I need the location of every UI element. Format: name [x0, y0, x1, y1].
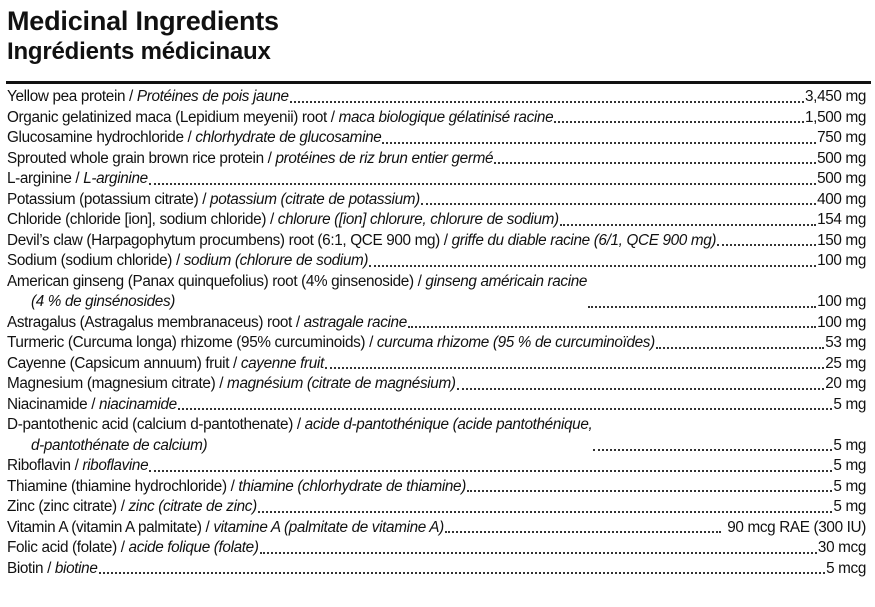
ingredient-amount: 5 mcg: [826, 559, 866, 577]
ingredient-amount: 500 mg: [817, 149, 866, 167]
ingredient-amount: 5 mg: [833, 498, 866, 515]
ingredient-english-name: Biotin: [7, 559, 44, 577]
ingredient-french-name: ginseng américain racine: [425, 272, 588, 290]
ingredient-english-name: Glucosamine hydrochloride: [7, 129, 184, 146]
ingredient-amount: 30 mcg: [817, 539, 866, 556]
ingredient-name: [7, 169, 148, 190]
dot-leader: [260, 552, 817, 554]
language-separator: /: [365, 334, 377, 351]
dot-leader: [560, 224, 816, 226]
language-separator: /: [215, 375, 228, 392]
ingredient-french-name: thiamine (chlorhydrate de thiamine): [238, 477, 466, 495]
language-separator: /: [291, 313, 304, 331]
ingredient-row: [7, 374, 866, 395]
language-separator: /: [326, 108, 339, 126]
ingredient-amount: 5 mg: [833, 395, 866, 413]
ingredient-name: [7, 518, 444, 539]
ingredient-amount: 5 mg: [833, 436, 866, 454]
ingredient-french-name-continued: d-pantothénate de calcium): [31, 436, 208, 454]
ingredient-amount: 53 mg: [825, 334, 866, 351]
ingredient-name: [7, 456, 148, 477]
dot-leader: [554, 121, 804, 123]
language-separator: /: [201, 518, 214, 536]
language-separator: /: [292, 416, 305, 433]
title-english: Medicinal Ingredients: [7, 6, 279, 36]
ingredient-row: [7, 231, 866, 252]
ingredient-row: [7, 456, 866, 477]
dot-leader: [467, 490, 832, 492]
ingredient-english-name: Turmeric (Curcuma longa) rhizome (95% curcuminoids): [7, 334, 366, 351]
ingredient-row: [7, 87, 866, 108]
dot-leader: [494, 162, 816, 164]
ingredient-french-name: potassium (citrate de potassium): [210, 190, 420, 208]
dot-leader: [149, 470, 832, 472]
ingredient-name: [7, 497, 257, 518]
language-separator: /: [439, 231, 452, 249]
ingredient-amount: 150 mg: [817, 231, 866, 249]
ingredient-amount: 20 mg: [825, 375, 866, 392]
language-separator: /: [70, 457, 83, 474]
ingredient-french-name-continued: (4 % de ginsénosides): [31, 293, 176, 310]
ingredient-english-name: Sodium (sodium chloride): [7, 252, 173, 269]
ingredient-name: [7, 149, 493, 170]
ingredient-english-name: Organic gelatinized maca (Lepidium meyenii) root: [7, 108, 327, 126]
ingredient-row: [7, 169, 866, 190]
ingredient-english-name: Sprouted whole grain brown rice protein: [7, 149, 264, 167]
ingredient-name: [7, 190, 420, 211]
ingredient-french-name: curcuma rhizome (95 % de curcuminoïdes): [376, 334, 655, 351]
ingredient-name: [7, 374, 456, 395]
ingredient-row: [7, 210, 866, 231]
ingredient-row: [7, 149, 866, 170]
language-separator: /: [266, 211, 278, 228]
ingredient-french-name: riboflavine: [82, 457, 149, 474]
ingredient-english-name: Riboflavin: [7, 457, 71, 474]
ingredient-row: [7, 518, 866, 539]
ingredient-row: [7, 108, 866, 129]
ingredient-french-name: sodium (chlorure de sodium): [183, 252, 369, 269]
ingredient-row: [7, 313, 866, 334]
dot-leader: [457, 388, 825, 390]
ingredient-amount: 500 mg: [817, 170, 866, 187]
ingredient-amount: 100 mg: [817, 293, 866, 310]
dot-leader: [369, 265, 816, 267]
ingredient-list: [7, 87, 866, 579]
language-separator: /: [229, 354, 241, 372]
ingredient-french-name: vitamine A (palmitate de vitamine A): [213, 518, 444, 536]
ingredient-amount: 100 mg: [817, 313, 866, 331]
title-french: Ingrédients médicinaux: [7, 38, 271, 65]
ingredient-french-name: chlorure ([ion] chlorure, chlorure de sodium): [277, 211, 559, 228]
ingredient-amount: 400 mg: [817, 190, 866, 208]
ingredient-name: [7, 354, 324, 375]
dot-leader: [258, 511, 833, 513]
language-separator: /: [198, 190, 211, 208]
ingredient-row: [7, 272, 866, 313]
dot-leader: [656, 347, 824, 349]
ingredient-english-name: Yellow pea protein: [7, 88, 126, 105]
ingredient-french-name: zinc (citrate de zinc): [128, 498, 257, 515]
language-separator: /: [43, 559, 55, 577]
ingredient-english-name: Niacinamide: [7, 395, 88, 413]
ingredient-amount: 750 mg: [817, 129, 866, 146]
language-separator: /: [263, 149, 276, 167]
ingredient-name: [7, 272, 587, 313]
dot-leader: [408, 326, 816, 328]
ingredient-english-name: Chloride (chloride [ion], sodium chloride): [7, 211, 267, 228]
dot-leader: [149, 183, 816, 185]
dot-leader: [717, 244, 816, 246]
ingredient-english-name: Thiamine (thiamine hydrochloride): [7, 477, 227, 495]
ingredient-name: [7, 477, 466, 498]
language-separator: /: [87, 395, 100, 413]
ingredient-amount: 5 mg: [833, 457, 866, 474]
ingredient-french-name: cayenne fruit: [240, 354, 324, 372]
ingredient-row: [7, 395, 866, 416]
ingredient-name: [7, 231, 716, 252]
language-separator: /: [125, 88, 137, 105]
ingredient-name: [7, 128, 381, 149]
ingredient-name: [7, 313, 407, 334]
ingredient-english-name: L-arginine: [7, 170, 72, 187]
language-separator: /: [172, 252, 184, 269]
header-divider: [6, 81, 871, 84]
ingredient-english-name: Cayenne (Capsicum annuum) fruit: [7, 354, 230, 372]
dot-leader: [325, 367, 824, 369]
ingredient-amount: 1,500 mg: [805, 108, 866, 126]
ingredient-name: [7, 538, 259, 559]
ingredient-french-name: niacinamide: [99, 395, 177, 413]
dot-leader: [99, 572, 826, 574]
ingredient-english-name: Vitamin A (vitamin A palmitate): [7, 518, 202, 536]
language-separator: /: [71, 170, 84, 187]
ingredient-name: [7, 108, 553, 129]
ingredient-french-name: biotine: [54, 559, 98, 577]
ingredient-name: [7, 559, 98, 580]
ingredient-english-name: American ginseng (Panax quinquefolius) root (4% ginsenoside): [7, 272, 414, 290]
ingredient-english-name: Devil’s claw (Harpagophytum procumbens) root (6:1, QCE 900 mg): [7, 231, 440, 249]
ingredient-row: [7, 497, 866, 518]
ingredient-name: [7, 395, 177, 416]
ingredient-french-name: protéines de riz brun entier germé: [275, 149, 494, 167]
ingredient-french-name: L-arginine: [83, 170, 148, 187]
ingredient-amount: 3,450 mg: [805, 88, 866, 105]
language-separator: /: [116, 498, 129, 515]
ingredient-amount: 154 mg: [817, 211, 866, 228]
language-separator: /: [183, 129, 196, 146]
ingredient-french-name: chlorhydrate de glucosamine: [195, 129, 382, 146]
ingredient-name: [7, 251, 368, 272]
ingredient-row: [7, 128, 866, 149]
ingredient-english-name: Astragalus (Astragalus membranaceus) root: [7, 313, 292, 331]
language-separator: /: [413, 272, 426, 290]
dot-leader: [290, 101, 804, 103]
ingredient-name: [7, 415, 592, 456]
dot-leader: [588, 306, 816, 308]
language-separator: /: [116, 539, 129, 556]
ingredient-row: [7, 354, 866, 375]
ingredient-row: [7, 333, 866, 354]
dot-leader: [382, 142, 816, 144]
ingredient-french-name: maca biologique gélatinisé racine: [338, 108, 554, 126]
dot-leader: [445, 531, 721, 533]
ingredient-english-name: Folic acid (folate): [7, 539, 117, 556]
ingredient-amount: 5 mg: [833, 477, 866, 495]
ingredient-amount: 100 mg: [817, 252, 866, 269]
ingredient-row: [7, 477, 866, 498]
dot-leader: [178, 408, 833, 410]
ingredient-french-name: magnésium (citrate de magnésium): [227, 375, 456, 392]
ingredient-amount: 25 mg: [825, 354, 866, 372]
ingredient-row: [7, 559, 866, 580]
ingredient-row: [7, 538, 866, 559]
dot-leader: [593, 449, 832, 451]
ingredient-english-name: D-pantothenic acid (calcium d-pantothenate): [7, 416, 293, 433]
dot-leader: [421, 203, 816, 205]
ingredient-french-name: Protéines de pois jaune: [136, 88, 289, 105]
ingredient-name: [7, 87, 289, 108]
ingredient-french-name: acide folique (folate): [128, 539, 259, 556]
language-separator: /: [226, 477, 239, 495]
ingredient-name: [7, 210, 559, 231]
ingredient-row: [7, 251, 866, 272]
ingredient-amount: 90 mcg RAE (300 IU): [727, 518, 866, 536]
ingredient-french-name: acide d-pantothénique (acide pantothénique,: [304, 416, 593, 433]
ingredient-english-name: Zinc (zinc citrate): [7, 498, 117, 515]
ingredient-french-name: astragale racine: [303, 313, 407, 331]
ingredient-english-name: Magnesium (magnesium citrate): [7, 375, 216, 392]
ingredient-row: [7, 415, 866, 456]
ingredient-english-name: Potassium (potassium citrate): [7, 190, 199, 208]
ingredient-french-name: griffe du diable racine (6/1, QCE 900 mg): [451, 231, 717, 249]
ingredient-name: [7, 333, 655, 354]
ingredient-row: [7, 190, 866, 211]
